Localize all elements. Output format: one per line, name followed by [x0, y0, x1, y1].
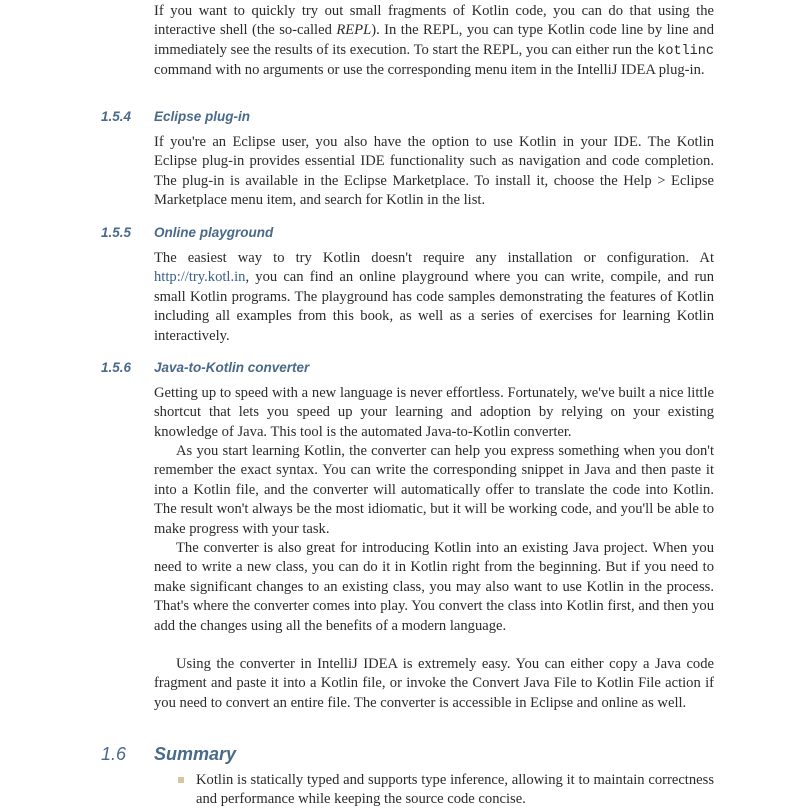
section-title-summary: Summary — [154, 744, 237, 764]
intro-paragraph — [154, 2, 714, 81]
section-number-1-5-5: 1.5.5 — [101, 225, 132, 240]
playground-link[interactable]: http://try.kotl.in — [154, 269, 246, 286]
section-title-online-playground: Online playground — [154, 225, 274, 240]
section-number-1-5-6: 1.5.6 — [101, 360, 132, 375]
bullet-marker — [178, 774, 188, 784]
playground-text-b: , you can find an online playground where you can write, compile, and run small Kotlin programs. The playground has code samples demonstrating the features of Kotlin including all examples from this book, as well as a series of exercises for learning Kotlin interactively. — [154, 269, 714, 344]
repl-term: REPL — [336, 22, 372, 39]
section-title-eclipse-plugin: Eclipse plug-in — [154, 109, 251, 124]
converter-paragraph-3: The converter is also great for introducing Kotlin into an existing Java project. When you need to write a new class, you can do it in Kotlin right from the beginning. But if you need to make significant changes to an existing class, you may also want to use Kotlin in the process. That's where the converter comes into play. You convert the class into Kotlin first, and then you add the changes using all the benefits of a modern language. — [154, 540, 714, 634]
summary-bullet-1: Kotlin is statically typed and supports type inference, allowing it to maintain correctness and performance while keeping the source code concise. — [196, 772, 714, 808]
converter-paragraph-2: As you start learning Kotlin, the converter can help you express something when you don't remember the exact syntax. You can write the corresponding snippet in Java and then paste it into a Kotlin file, and the converter will automatically offer to translate the code into Kotlin. The result won't always be the most idiomatic, but it will be working code, and you'll be able to make progress with your task. — [154, 443, 714, 537]
section-number-1-5-4: 1.5.4 — [101, 109, 132, 124]
converter-paragraph-1: Getting up to speed with a new language is never effortless. Fortunately, we've built a nice little shortcut that lets you speed up your learning and adoption by relying on your existing knowledge of Java. This tool is the automated Java-to-Kotlin converter. — [154, 385, 714, 440]
playground-paragraph — [154, 249, 714, 346]
eclipse-paragraph: If you're an Eclipse user, you also have the option to use Kotlin in your IDE. The Kotlin Eclipse plug-in provides essential IDE functionality such as navigation and code completion. The plug-in is available in the Eclipse Marketplace. To install it, choose the Help > Eclipse Marketplace menu item, and search for Kotlin in the list. — [154, 134, 714, 209]
intro-text-b: ). In the REPL, you can type Kotlin code line by line and immediately see the results of its execution. To start the REPL, you can either run the — [154, 22, 714, 58]
section-number-1-6: 1.6 — [101, 744, 127, 764]
intro-text-c: command with no arguments or use the corresponding menu item in the IntelliJ IDEA plug-in. — [154, 62, 705, 79]
section-title-converter: Java-to-Kotlin converter — [154, 360, 310, 375]
playground-text-a: The easiest way to try Kotlin doesn't require any installation or configuration. At — [154, 250, 714, 266]
converter-paragraph-4: Using the converter in IntelliJ IDEA is extremely easy. You can either copy a Java code fragment and paste it into a Kotlin file, or invoke the Convert Java File to Kotlin File action if you need to convert an entire file. The converter is accessible in Eclipse and online as well. — [154, 656, 714, 711]
intro-text-a: If you want to quickly try out small fragments of Kotlin code, you can do that using the interactive shell (the so-called — [154, 3, 714, 39]
kotlinc-command: kotlinc — [657, 43, 714, 59]
